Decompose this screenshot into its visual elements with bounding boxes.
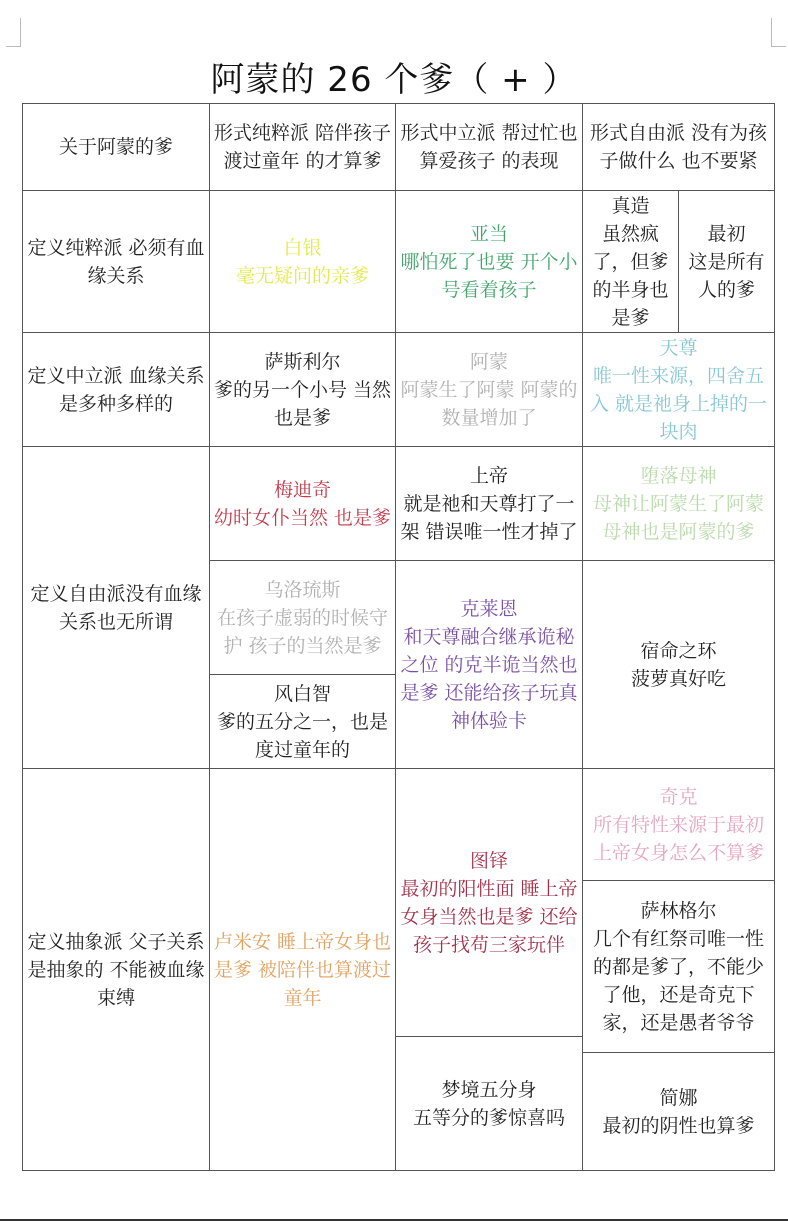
page-title: 阿蒙的 26 个爹（ + ） [210, 60, 578, 100]
bottom-divider [0, 1219, 788, 1221]
page-corner-mark-left [6, 18, 21, 47]
cell-fengbai: 风白智 爹的五分之一，也是度过童年的 [209, 674, 396, 769]
cell-meidiqi: 梅迪奇 幼时女仆当然 也是爹 [209, 446, 396, 561]
cell-baiyin: 白银 毫无疑问的亲爹 [209, 190, 396, 333]
cell-qike: 奇克 所有特性来源于最初 上帝女身怎么不算爹 [582, 768, 775, 881]
row-header-4: 定义抽象派 父子关系是抽象的 不能被血缘束缚 [22, 768, 210, 1171]
cell-salin: 萨林格尔 几个有红祭司唯一性的都是爹了，不能少了他，还是奇克下家，还是愚者爷爷 [582, 880, 775, 1053]
cell-duoluo: 堕落母神 母神让阿蒙生了阿蒙 母神也是阿蒙的爹 [582, 446, 775, 561]
row-header-1: 定义纯粹派 必须有血缘关系 [22, 190, 210, 333]
cell-amon: 阿蒙 阿蒙生了阿蒙 阿蒙的数量增加了 [395, 332, 583, 447]
cell-zuichu: 最初 这是所有人的爹 [678, 190, 775, 333]
cell-shangdi: 上帝 就是祂和天尊打了一架 错误唯一性才掉了 [395, 446, 583, 561]
cell-tuyi: 图铎 最初的阳性面 睡上帝女身当然也是爹 还给孩子找苟三家玩伴 [395, 768, 583, 1037]
header-col2: 形式中立派 帮过忙也算爱孩子 的表现 [395, 103, 583, 191]
cell-mengjing: 梦境五分身 五等分的爹惊喜吗 [395, 1036, 583, 1171]
cell-wuluo: 乌洛琉斯 在孩子虚弱的时候守护 孩子的当然是爹 [209, 560, 396, 675]
cell-suming: 宿命之环 菠萝真好吃 [582, 560, 775, 769]
cell-tianzun: 天尊 唯一性来源，四舍五入 就是祂身上掉的一块肉 [582, 332, 775, 447]
cell-zhenzao: 真造 虽然疯了，但爹的半身也是爹 [582, 190, 679, 333]
page-corner-mark-right [771, 18, 786, 47]
cell-lumian: 卢米安 睡上帝女身也是爹 被陪伴也算渡过童年 [209, 768, 396, 1171]
cell-kelaien: 克莱恩 和天尊融合继承诡秘之位 的克半诡当然也是爹 还能给孩子玩真神体验卡 [395, 560, 583, 769]
cell-sasili: 萨斯利尔 爹的另一个小号 当然也是爹 [209, 332, 396, 447]
header-col1: 形式纯粹派 陪伴孩子渡过童年 的才算爹 [209, 103, 396, 191]
row-header-2: 定义中立派 血缘关系是多种多样的 [22, 332, 210, 447]
cell-adam: 亚当 哪怕死了也要 开个小号看着孩子 [395, 190, 583, 333]
header-corner: 关于阿蒙的爹 [22, 103, 210, 191]
header-col3: 形式自由派 没有为孩子做什么 也不要紧 [582, 103, 775, 191]
row-header-3: 定义自由派没有血缘关系也无所谓 [22, 446, 210, 769]
cell-jianna: 简娜 最初的阴性也算爹 [582, 1052, 775, 1171]
